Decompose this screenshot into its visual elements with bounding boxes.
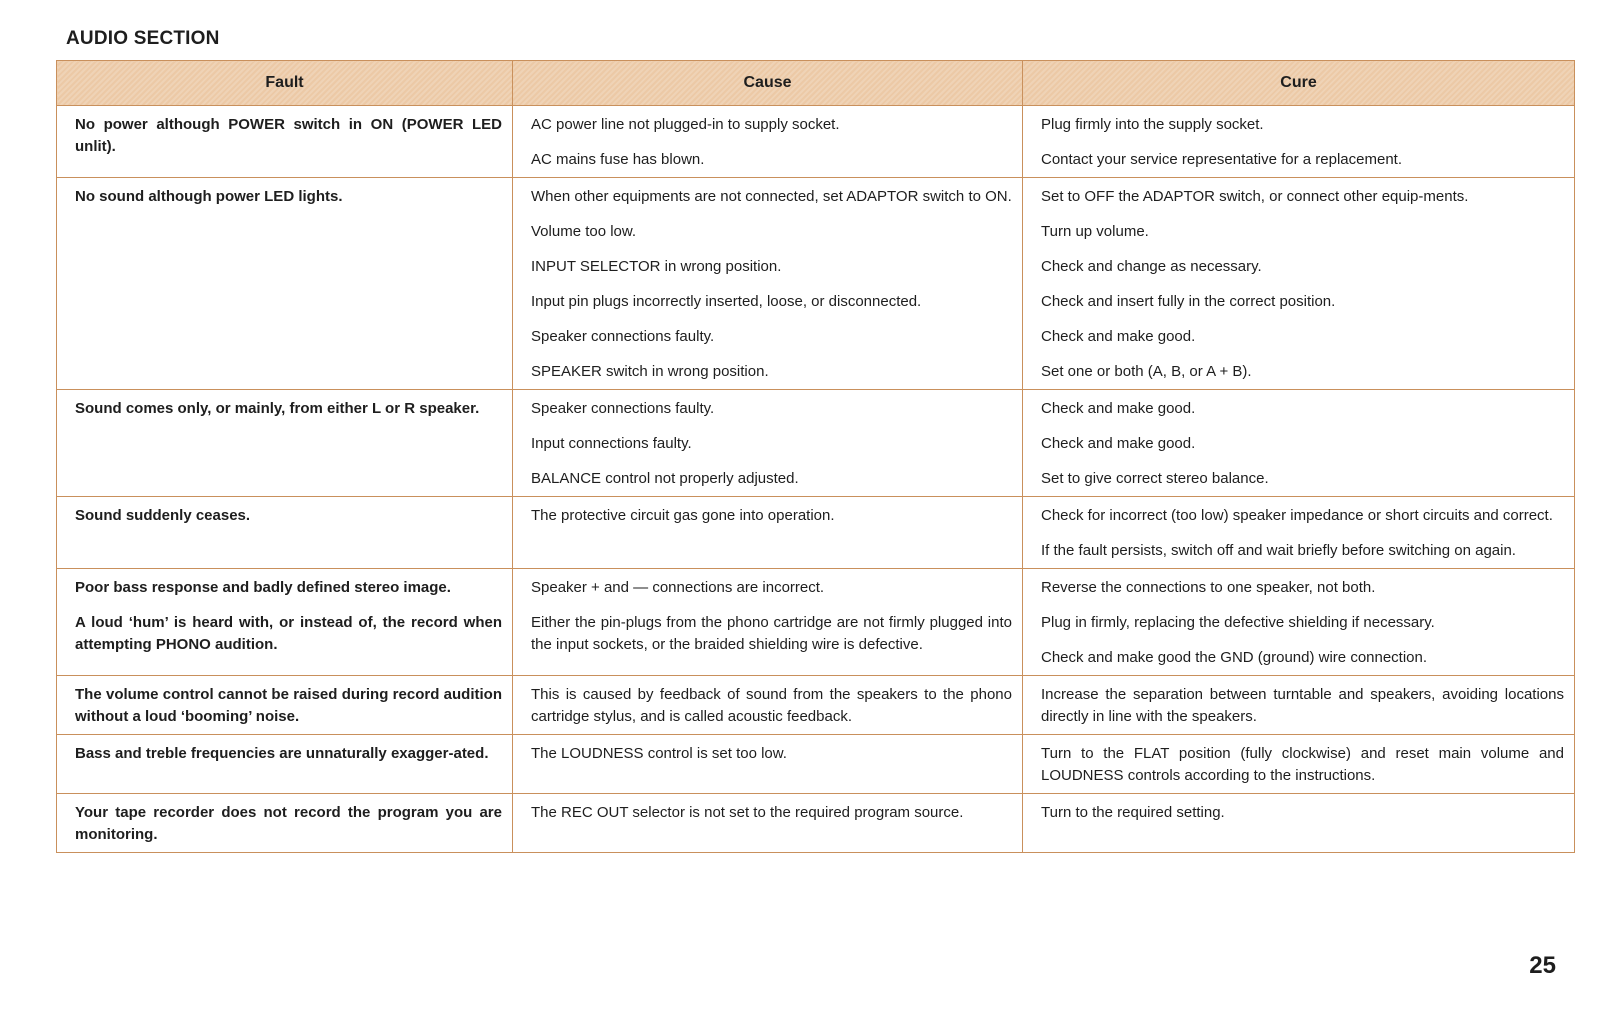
cause-text: BALANCE control not properly adjusted.	[531, 470, 799, 487]
table-row	[57, 569, 1575, 676]
fault-text: The volume control cannot be raised during record audition without a loud ‘booming’ noise.	[75, 686, 502, 725]
fault-cell	[57, 178, 513, 390]
cure-text: Set one or both (A, B, or A + B).	[1041, 363, 1252, 380]
cure-text: Set to give correct stereo balance.	[1041, 470, 1269, 487]
cause-text: AC power line not plugged-in to supply socket.	[531, 116, 840, 133]
fault-text: Sound suddenly ceases.	[75, 507, 251, 524]
cause-cell	[513, 676, 1023, 735]
cure-text: Reverse the connections to one speaker, not both.	[1041, 579, 1376, 596]
cause-cell	[513, 390, 1023, 497]
cause-text: AC mains fuse has blown.	[531, 151, 705, 168]
troubleshooting-table	[56, 60, 1575, 853]
table-row	[57, 735, 1575, 794]
fault-text: A loud ‘hum’ is heard with, or instead of, the record when attempting PHONO audition.	[75, 614, 502, 653]
troubleshooting-table-container	[56, 60, 1574, 853]
fault-text: Poor bass response and badly defined stereo image.	[75, 579, 451, 596]
cure-text: Check and make good.	[1041, 400, 1196, 417]
cure-column-header: Cure	[1023, 61, 1575, 106]
cure-text: Contact your service representative for a replacement.	[1041, 151, 1403, 168]
cure-text: Check and make good.	[1041, 435, 1196, 452]
page-number: 25	[1529, 952, 1556, 979]
cause-text: Input pin plugs incorrectly inserted, loose, or disconnected.	[531, 293, 922, 310]
cure-text: Increase the separation between turntable and speakers, avoiding locations directly in line with the speakers.	[1041, 686, 1564, 725]
section-title: AUDIO SECTION	[66, 28, 220, 49]
table-row	[57, 497, 1575, 569]
fault-cell	[57, 569, 513, 676]
cause-column-header: Cause	[513, 61, 1023, 106]
fault-text: No power although POWER switch in ON (POWER LED unlit).	[75, 116, 502, 155]
cure-cell	[1023, 735, 1575, 794]
fault-column-header: Fault	[57, 61, 513, 106]
cause-cell	[513, 794, 1023, 853]
cure-cell	[1023, 676, 1575, 735]
cause-text: Speaker connections faulty.	[531, 328, 715, 345]
cause-text: SPEAKER switch in wrong position.	[531, 363, 769, 380]
cause-text: When other equipments are not connected, set ADAPTOR switch to ON.	[531, 188, 1012, 205]
cure-text: Turn to the FLAT position (fully clockwise) and reset main volume and LOUDNESS controls according to the instructions.	[1041, 745, 1564, 784]
table-row	[57, 178, 1575, 390]
cause-text: This is caused by feedback of sound from the speakers to the phono cartridge stylus, and is called acoustic feedback.	[531, 686, 1012, 725]
cause-text: The REC OUT selector is not set to the required program source.	[531, 804, 964, 821]
fault-cell	[57, 497, 513, 569]
cure-cell	[1023, 497, 1575, 569]
cure-cell	[1023, 106, 1575, 178]
table-row	[57, 676, 1575, 735]
cure-text: Plug firmly into the supply socket.	[1041, 116, 1264, 133]
cause-text: The protective circuit gas gone into operation.	[531, 507, 835, 524]
cure-text: If the fault persists, switch off and wait briefly before switching on again.	[1041, 542, 1516, 559]
cause-cell	[513, 735, 1023, 794]
table-row	[57, 106, 1575, 178]
cure-text: Check and make good the GND (ground) wire connection.	[1041, 649, 1428, 666]
cure-text: Turn up volume.	[1041, 223, 1149, 240]
fault-text: No sound although power LED lights.	[75, 188, 343, 205]
cause-cell	[513, 106, 1023, 178]
cure-text: Turn to the required setting.	[1041, 804, 1225, 821]
cure-text: Set to OFF the ADAPTOR switch, or connect other equip-ments.	[1041, 188, 1469, 205]
cause-cell	[513, 178, 1023, 390]
fault-cell	[57, 106, 513, 178]
cause-text: The LOUDNESS control is set too low.	[531, 745, 787, 762]
fault-cell	[57, 390, 513, 497]
fault-text: Sound comes only, or mainly, from either L or R speaker.	[75, 400, 480, 417]
cure-text: Check for incorrect (too low) speaker impedance or short circuits and correct.	[1041, 507, 1553, 524]
cure-text: Check and insert fully in the correct position.	[1041, 293, 1336, 310]
cause-text: Speaker connections faulty.	[531, 400, 715, 417]
cure-cell	[1023, 794, 1575, 853]
cure-text: Plug in firmly, replacing the defective shielding if necessary.	[1041, 614, 1435, 631]
fault-text: Your tape recorder does not record the program you are monitoring.	[75, 804, 502, 843]
cure-text: Check and make good.	[1041, 328, 1196, 345]
cure-cell	[1023, 569, 1575, 676]
cause-text: Speaker + and — connections are incorrect.	[531, 579, 825, 596]
cause-text: INPUT SELECTOR in wrong position.	[531, 258, 782, 275]
fault-cell	[57, 794, 513, 853]
fault-text: Bass and treble frequencies are unnaturally exagger-ated.	[75, 745, 489, 762]
cause-text: Either the pin-plugs from the phono cartridge are not firmly plugged into the input sockets, or the braided shielding wire is defective.	[531, 614, 1012, 653]
cause-cell	[513, 497, 1023, 569]
cause-text: Input connections faulty.	[531, 435, 692, 452]
table-header-row	[57, 61, 1575, 106]
cure-text: Check and change as necessary.	[1041, 258, 1262, 275]
table-row	[57, 794, 1575, 853]
cause-text: Volume too low.	[531, 223, 637, 240]
cure-cell	[1023, 390, 1575, 497]
table-body	[57, 106, 1575, 853]
cure-cell	[1023, 178, 1575, 390]
table-row	[57, 390, 1575, 497]
fault-cell	[57, 735, 513, 794]
fault-cell	[57, 676, 513, 735]
cause-cell	[513, 569, 1023, 676]
